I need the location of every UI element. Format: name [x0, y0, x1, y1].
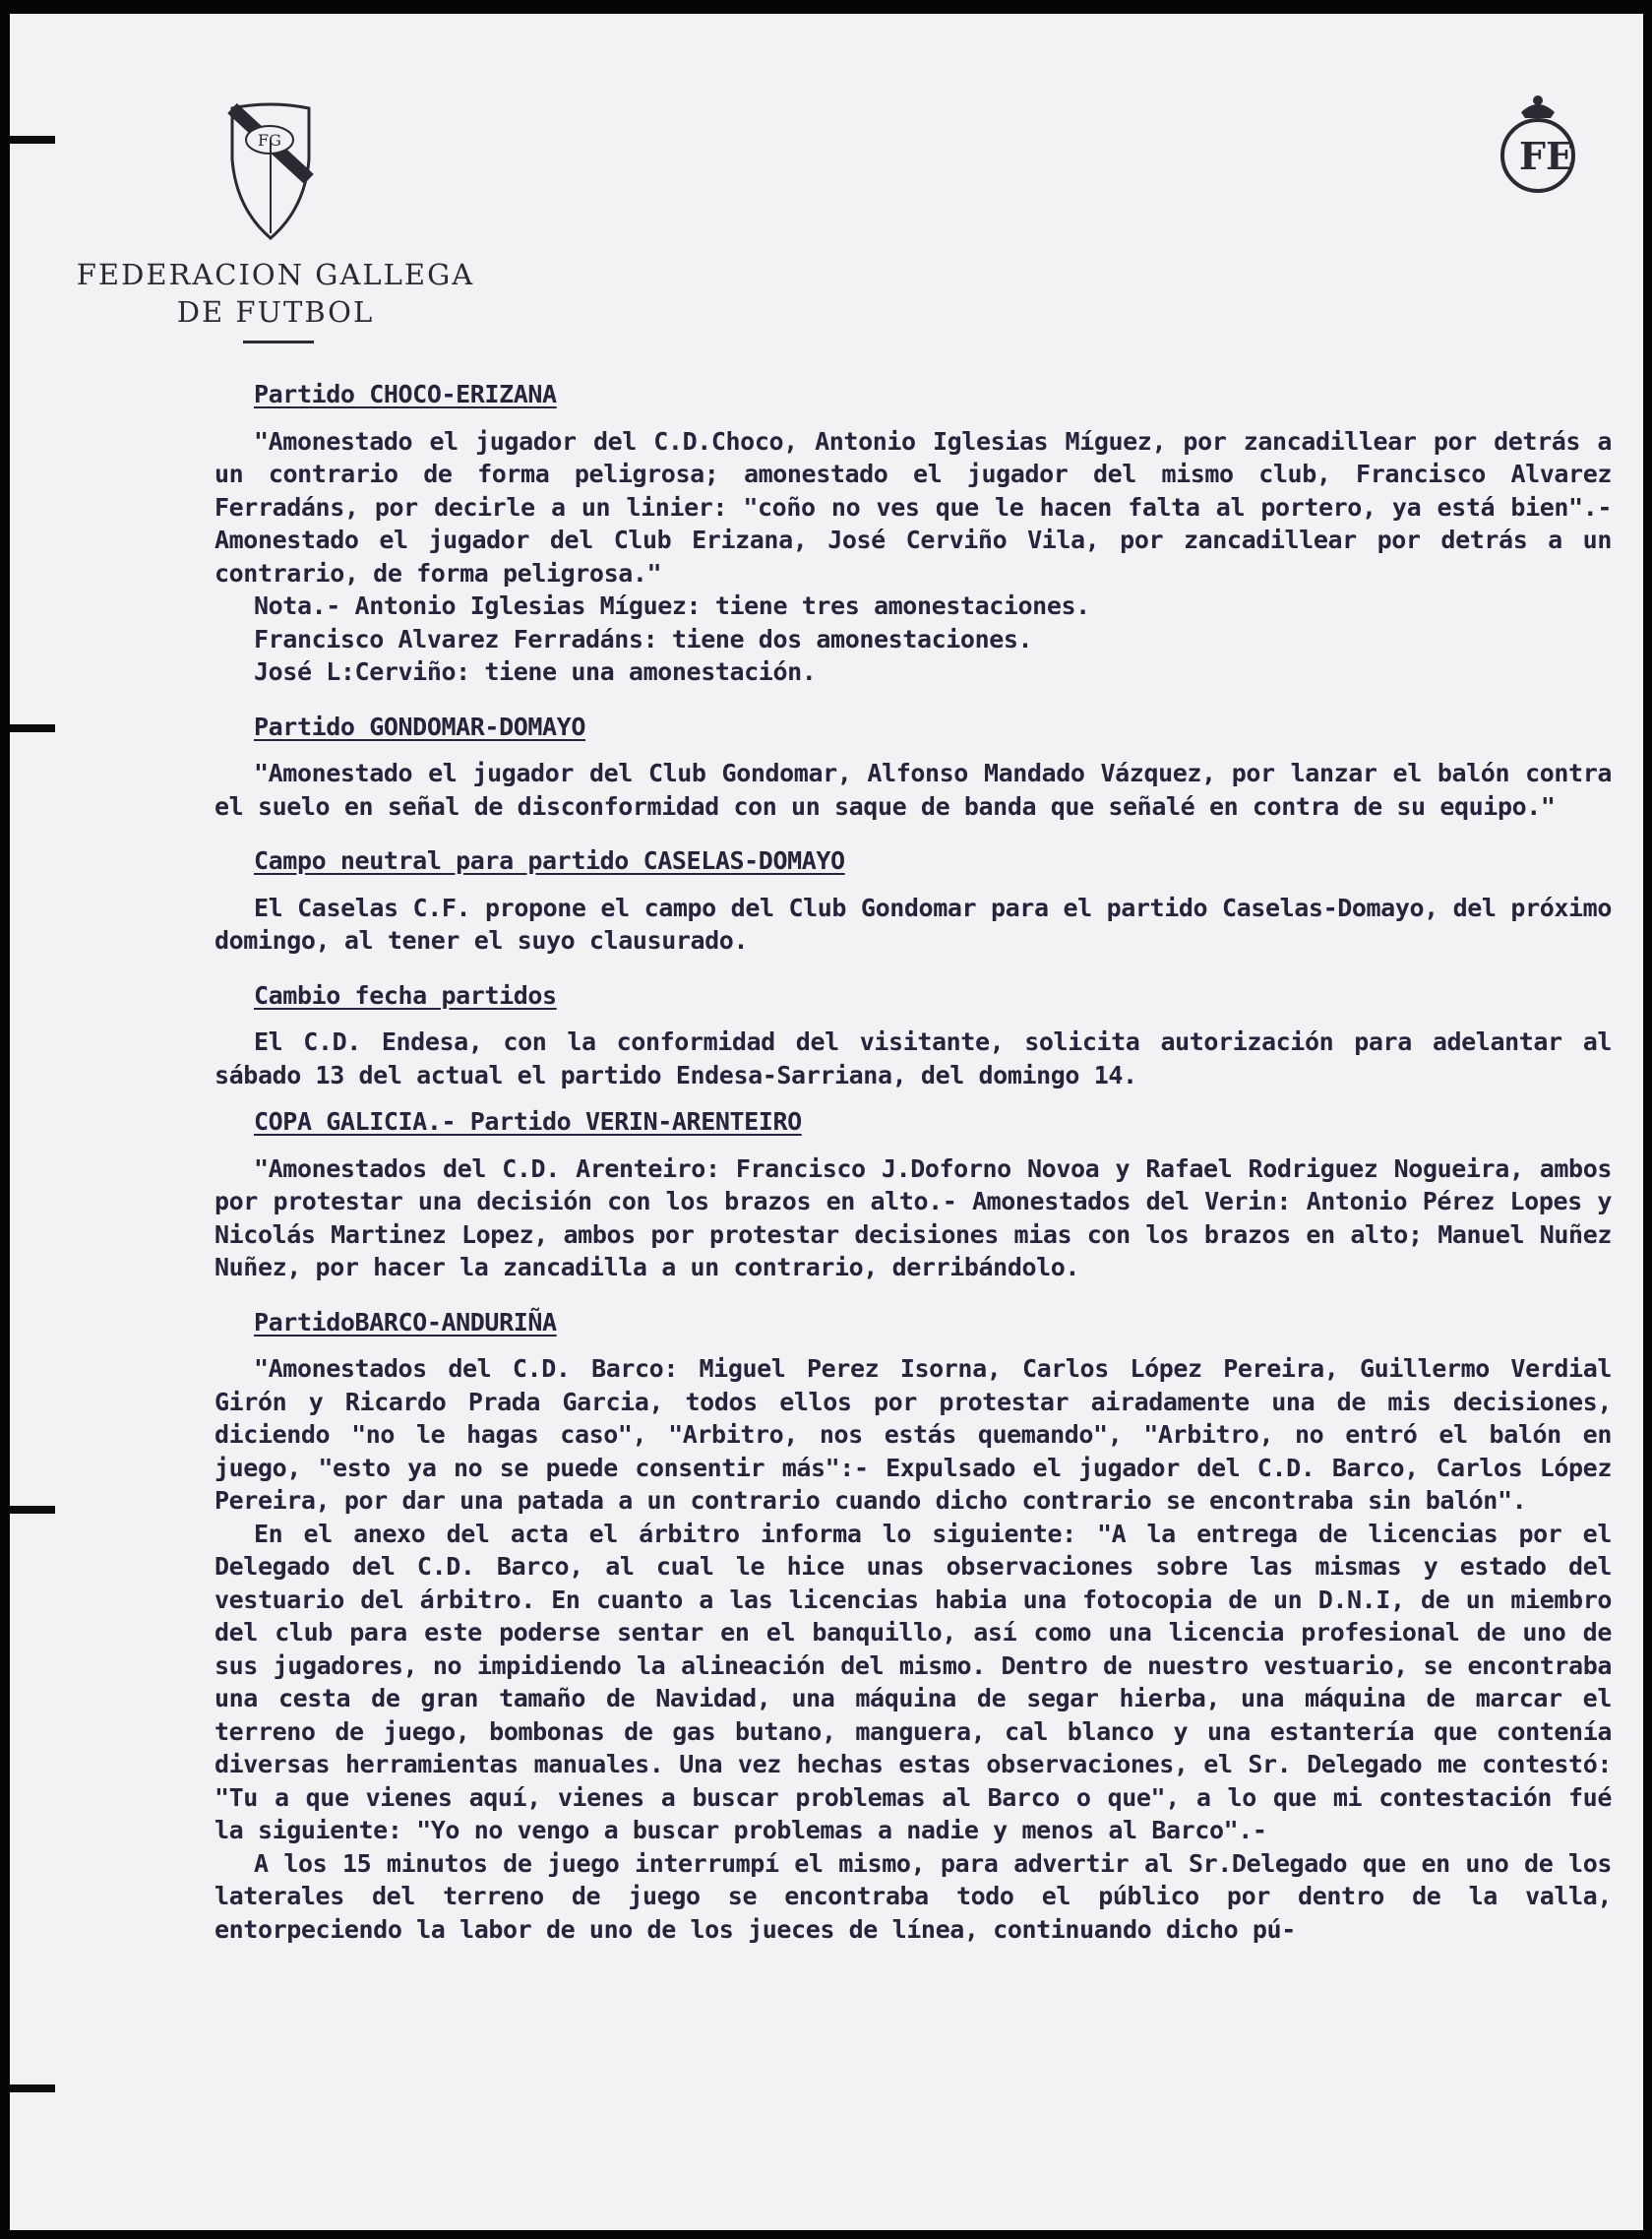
section-heading: Cambio fecha partidos	[254, 980, 557, 1010]
note-line: Nota.- Antonio Iglesias Míguez: tiene tres amonestaciones.	[254, 591, 1090, 620]
punch-mark	[10, 724, 55, 732]
note-line: José L:Cerviño: tiene una amonestación.	[254, 657, 817, 686]
document-page	[10, 14, 1643, 2230]
section-paragraph: "Amonestado el jugador del C.D.Choco, Antonio Iglesias Míguez, por zancadillear por detrás a un contrario de forma peligrosa; amonestado el jugador del mismo club, Francisco Alvarez Ferradáns, por decirle a un linier: "coño no ves que le hacen falta al portero, ya está bien".- Amonestado el jugador del Club Erizana, José Cerviño Vila, por zancadillear por detrás a un contrario, de forma peligrosa."	[214, 426, 1612, 588]
federation-name-line2: DE FUTBOL	[176, 295, 375, 329]
svg-text:FG: FG	[258, 131, 281, 150]
section-paragraph: A los 15 minutos de juego interrumpí el mismo, para advertir al Sr.Delegado que en uno de los laterales del terreno de juego se encontraba todo el público por dentro de la valla, entorpeciendo la labor de uno de los jueces de línea, continuando dicho pú-	[214, 1848, 1612, 1944]
section-copa-galicia	[214, 1105, 1612, 1284]
punch-mark	[10, 1506, 55, 1514]
section-barco-andurina	[214, 1306, 1612, 1947]
note-line: Francisco Alvarez Ferradáns: tiene dos amonestaciones.	[254, 624, 1033, 653]
section-gondomar-domayo	[214, 711, 1612, 824]
section-campo-neutral	[214, 844, 1612, 958]
section-paragraph: El Caselas C.F. propone el campo del Club Gondomar para el partido Caselas-Domayo, del próximo domingo, al tener el suyo clausurado.	[214, 893, 1612, 955]
section-heading: Partido CHOCO-ERIZANA	[254, 380, 557, 408]
punch-mark	[10, 2084, 55, 2092]
section-paragraph: "Amonestado el jugador del Club Gondomar, Alfonso Mandado Vázquez, por lanzar el balón contra el suelo en señal de disconformidad con un saque de banda que señalé en contra de su equipo."	[214, 759, 1612, 821]
document-body	[214, 378, 1612, 1946]
svg-text:FE: FE	[1519, 134, 1574, 178]
section-paragraph: "Amonestados del C.D. Barco: Miguel Perez Isorna, Carlos López Pereira, Guillermo Verdial Girón y Ricardo Prada Garcia, todos ellos por protestar airadamente una de mis decisiones, diciendo "no le hagas caso", "Arbitro, nos estás quemando", "Arbitro, no entró el balón en juego, "esto ya no se puede consentir más":- Expulsado el jugador del C.D. Barco, Carlos López Pereira, por dar una patada a un contrario cuando dicho contrario se encontraba sin balón".	[214, 1354, 1612, 1515]
federation-name	[69, 256, 482, 331]
section-paragraph: El C.D. Endesa, con la conformidad del visitante, solicita autorización para adelantar al sábado 13 del actual el partido Endesa-Sarriana, del domingo 14.	[214, 1027, 1612, 1089]
section-heading: Campo neutral para partido CASELAS-DOMAYO	[254, 846, 845, 875]
royal-federation-crest-logo	[1494, 89, 1582, 197]
section-paragraph: "Amonestados del C.D. Arenteiro: Francisco J.Doforno Novoa y Rafael Rodriguez Nogueira, ambos por protestar una decisión con los brazos en alto.- Amonestados del Verin: Antonio Pérez Lopes y Nicolás Martinez Lopez, ambos por protestar decisiones mias con los brazos en alto; Manuel Nuñez Nuñez, por hacer la zancadilla a un contrario, derribándolo.	[214, 1153, 1612, 1281]
section-cambio-fecha	[214, 979, 1612, 1092]
section-heading: PartidoBARCO-ANDURIÑA	[254, 1307, 557, 1337]
federation-shield-logo	[226, 100, 315, 243]
section-paragraph: En el anexo del acta el árbitro informa lo siguiente: "A la entrega de licencias por el Delegado del C.D. Barco, al cual le hice unas observaciones sobre las mismas y estado del vestuario del árbitro. En cuanto a las licencias habia una fotocopia de un D.N.I, de un miembro del club para este poderse sentar en el banquillo, así como una licencia profesional de uno de sus jugadores, no impidiendo la alineación del mismo. Dentro de nuestro vestuario, se encontraba una cesta de gran tamaño de Navidad, una máquina de segar hierba, una máquina de marcar el terreno de juego, bombonas de gas butano, manguera, cal blanco y una estantería que contenía diversas herramientas manuales. Una vez hechas estas observaciones, el Sr. Delegado me contestó: "Tu a que vienes aquí, vienes a buscar problemas al Barco o que", a lo que mi contestación fué la siguiente: "Yo no vengo a buscar problemas a nadie y menos al Barco".-	[214, 1519, 1612, 1844]
section-heading: COPA GALICIA.- Partido VERIN-ARENTEIRO	[254, 1107, 802, 1136]
punch-mark	[10, 136, 55, 144]
federation-name-line1: FEDERACION GALLEGA	[76, 258, 475, 291]
section-choco-erizana	[214, 378, 1612, 689]
section-heading: Partido GONDOMAR-DOMAYO	[254, 712, 585, 741]
header-divider	[243, 341, 314, 343]
